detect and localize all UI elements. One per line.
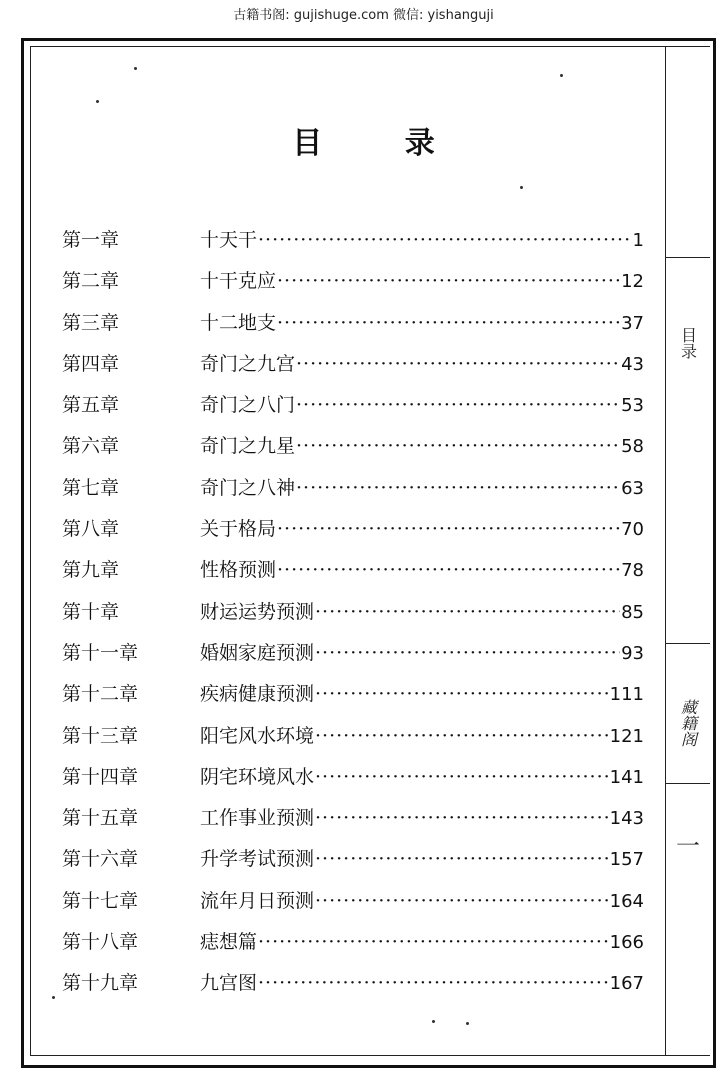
- toc-entry: [200, 885, 644, 918]
- chapter-number: 第四章: [62, 352, 120, 375]
- toc-row[interactable]: [62, 265, 652, 306]
- page-number: 63: [621, 477, 644, 499]
- page-number: 141: [609, 766, 644, 788]
- leader-dots: [296, 430, 620, 462]
- toc-entry: [200, 926, 644, 959]
- chapter-number: 第七章: [62, 476, 120, 499]
- toc-row[interactable]: [62, 761, 652, 802]
- page-number: 167: [609, 973, 644, 995]
- toc-row[interactable]: [62, 596, 652, 637]
- leader-dots: [315, 843, 609, 875]
- scan-speck: [52, 996, 55, 999]
- chapter-number: 第十二章: [62, 683, 139, 706]
- leader-dots: [296, 348, 620, 380]
- toc-entry: [200, 348, 644, 381]
- toc-row[interactable]: [62, 843, 652, 884]
- toc-entry: [200, 637, 644, 670]
- chapter-number: 第十九章: [62, 972, 139, 995]
- leader-dots: [315, 885, 609, 917]
- side-label-library: 藏籍阁: [678, 699, 698, 747]
- chapter-title: 工作事业预测: [200, 807, 315, 830]
- chapter-title: 升学考试预测: [200, 848, 315, 871]
- chapter-title: 奇门之九星: [200, 435, 296, 458]
- chapter-number: 第十四章: [62, 765, 139, 788]
- page-number: 93: [621, 642, 644, 664]
- scan-speck: [466, 1022, 469, 1025]
- toc-entry: [200, 472, 644, 505]
- chapter-title: 婚姻家庭预测: [200, 641, 315, 664]
- page-number: 164: [609, 890, 644, 912]
- scan-speck: [560, 74, 563, 77]
- toc-entry: [200, 967, 644, 1000]
- toc-row[interactable]: [62, 307, 652, 348]
- toc-row[interactable]: [62, 720, 652, 761]
- toc-row[interactable]: [62, 678, 652, 719]
- toc-row[interactable]: [62, 224, 652, 265]
- leader-dots: [258, 224, 632, 256]
- chapter-number: 第九章: [62, 559, 120, 582]
- page-number: 85: [621, 601, 644, 623]
- chapter-number: 第八章: [62, 518, 120, 541]
- leader-dots: [315, 761, 609, 793]
- toc-row[interactable]: [62, 348, 652, 389]
- chapter-title: 十干克应: [200, 270, 277, 293]
- leader-dots: [277, 265, 620, 297]
- toc-entry: [200, 307, 644, 340]
- toc-row[interactable]: [62, 967, 652, 1008]
- page-number: 43: [621, 353, 644, 375]
- side-page-number: 一: [676, 832, 700, 860]
- page-number: 58: [621, 436, 644, 458]
- leader-dots: [258, 926, 609, 958]
- side-column: [666, 46, 710, 1056]
- chapter-number: 第五章: [62, 394, 120, 417]
- page-number: 143: [609, 808, 644, 830]
- scan-speck: [134, 67, 137, 70]
- scan-speck: [520, 186, 523, 189]
- toc-entry: [200, 430, 644, 463]
- chapter-title: 阳宅风水环境: [200, 724, 315, 747]
- toc-row[interactable]: [62, 637, 652, 678]
- watermark-text: 古籍书阁: gujishuge.com 微信: yishanguji: [233, 8, 494, 23]
- page-number: 121: [609, 725, 644, 747]
- chapter-number: 第六章: [62, 435, 120, 458]
- toc-entry: [200, 513, 644, 546]
- chapter-title: 性格预测: [200, 559, 277, 582]
- page-number: 111: [609, 684, 644, 706]
- table-of-contents: [62, 224, 652, 1009]
- chapter-title: 流年月日预测: [200, 889, 315, 912]
- chapter-number: 第二章: [62, 270, 120, 293]
- toc-entry: [200, 802, 644, 835]
- toc-entry: [200, 224, 644, 257]
- toc-row[interactable]: [62, 430, 652, 471]
- chapter-number: 第十一章: [62, 641, 139, 664]
- page-number: 70: [621, 519, 644, 541]
- toc-entry: [200, 265, 644, 298]
- chapter-number: 第十六章: [62, 848, 139, 871]
- page-title: 目 录: [292, 126, 471, 161]
- scan-speck: [432, 1020, 435, 1023]
- toc-entry: [200, 596, 644, 629]
- chapter-title: 关于格局: [200, 518, 277, 541]
- chapter-number: 第十章: [62, 600, 120, 623]
- page-number: 53: [621, 395, 644, 417]
- chapter-title: 奇门之九宫: [200, 352, 296, 375]
- chapter-number: 第十八章: [62, 931, 139, 954]
- chapter-number: 第三章: [62, 311, 120, 334]
- chapter-title: 十二地支: [200, 311, 277, 334]
- leader-dots: [315, 678, 609, 710]
- leader-dots: [277, 554, 620, 586]
- toc-row[interactable]: [62, 554, 652, 595]
- chapter-title: 痣想篇: [200, 931, 258, 954]
- leader-dots: [296, 389, 620, 421]
- leader-dots: [315, 720, 609, 752]
- page-number: 157: [609, 849, 644, 871]
- chapter-title: 疾病健康预测: [200, 683, 315, 706]
- chapter-title: 奇门之八门: [200, 394, 296, 417]
- chapter-title: 阴宅环境风水: [200, 765, 315, 788]
- chapter-number: 第一章: [62, 229, 120, 251]
- chapter-number: 第十五章: [62, 807, 139, 830]
- chapter-title: 财运运势预测: [200, 600, 315, 623]
- toc-entry: [200, 720, 644, 753]
- toc-entry: [200, 389, 644, 422]
- leader-dots: [296, 472, 620, 504]
- side-label-toc: 目录: [678, 327, 698, 359]
- chapter-title: 十天干: [200, 229, 258, 251]
- chapter-title: 奇门之八神: [200, 476, 296, 499]
- page-number: 166: [609, 932, 644, 954]
- toc-entry: [200, 678, 644, 711]
- toc-row[interactable]: [62, 926, 652, 967]
- toc-row[interactable]: [62, 802, 652, 843]
- page-number: 37: [621, 312, 644, 334]
- chapter-number: 第十三章: [62, 724, 139, 747]
- leader-dots: [277, 513, 620, 545]
- toc-row[interactable]: [62, 885, 652, 926]
- chapter-number: 第十七章: [62, 889, 139, 912]
- chapter-title: 九宫图: [200, 972, 258, 995]
- leader-dots: [277, 307, 620, 339]
- side-divider: [666, 643, 710, 644]
- toc-entry: [200, 761, 644, 794]
- toc-row[interactable]: [62, 513, 652, 554]
- toc-entry: [200, 554, 644, 587]
- leader-dots: [315, 596, 620, 628]
- page-number: 12: [621, 271, 644, 293]
- page-number: 1: [632, 230, 644, 251]
- toc-row[interactable]: [62, 389, 652, 430]
- side-divider: [666, 257, 710, 258]
- toc-entry: [200, 843, 644, 876]
- scan-speck: [96, 100, 99, 103]
- toc-row[interactable]: [62, 472, 652, 513]
- leader-dots: [315, 637, 620, 669]
- page-number: 78: [621, 560, 644, 582]
- side-divider: [666, 783, 710, 784]
- leader-dots: [258, 967, 609, 999]
- leader-dots: [315, 802, 609, 834]
